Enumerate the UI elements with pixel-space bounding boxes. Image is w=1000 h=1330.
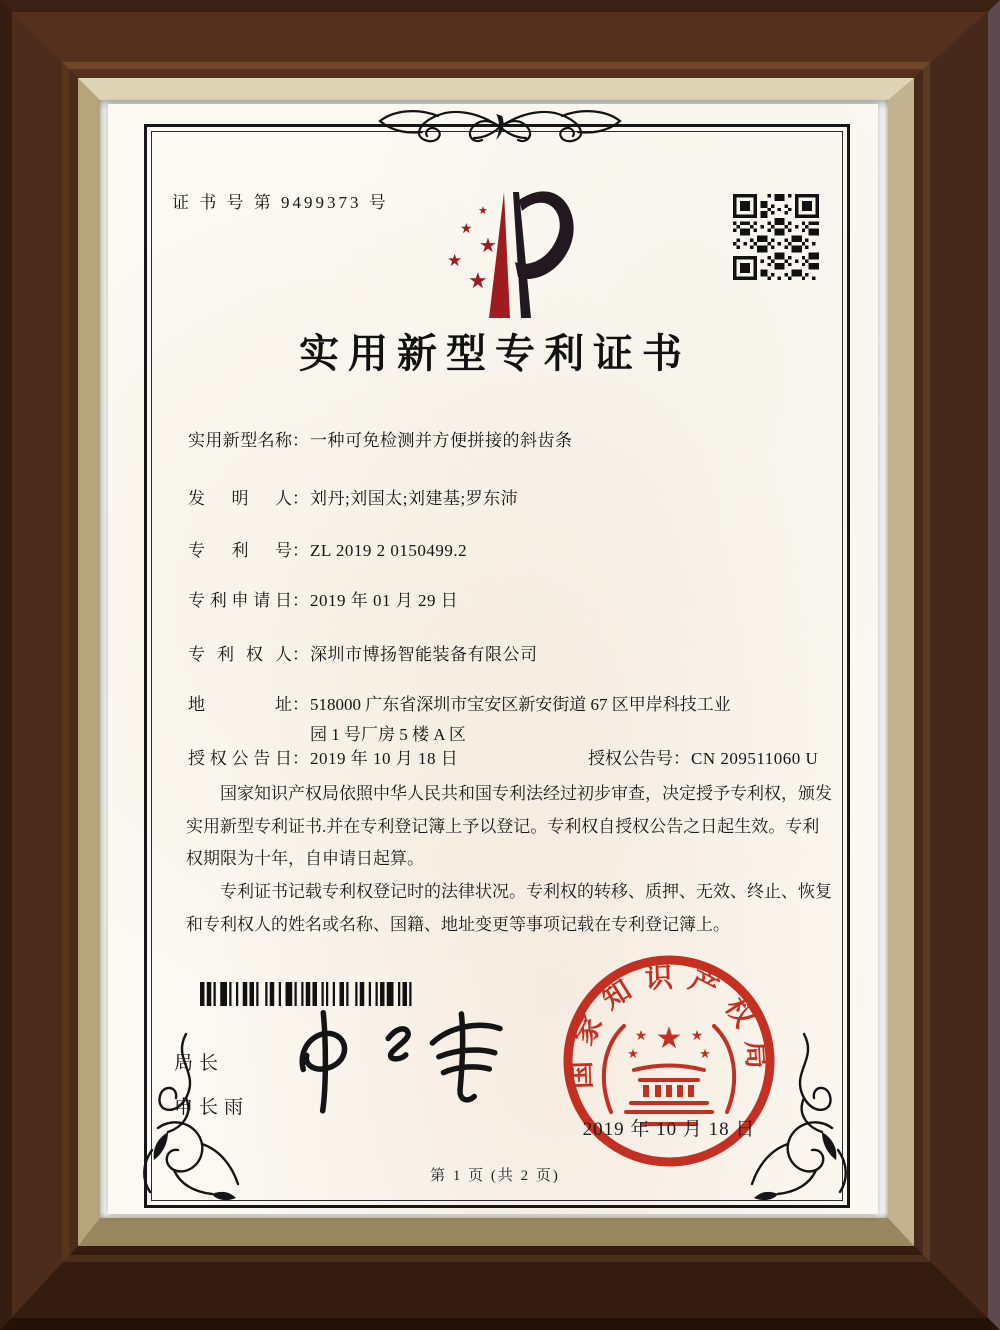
- top-scroll-ornament-icon: [350, 104, 650, 150]
- field-value: 一种可免检测并方便拼接的斜齿条: [310, 431, 573, 450]
- field-label: 专利申请日: [188, 591, 292, 610]
- field-label: 实用新型名称: [188, 431, 292, 450]
- field-colon: ：: [292, 695, 309, 714]
- logo-star-icon: ★: [468, 268, 488, 293]
- field-row-filing-date: [188, 586, 458, 611]
- logo-star-icon: ★: [479, 235, 497, 257]
- field-colon: ：: [292, 749, 309, 768]
- qr-code: [733, 192, 819, 282]
- commissioner-name: 申长雨: [174, 1097, 250, 1118]
- legal-paragraph-2: 专利证书记载专利权登记时的法律状况。专利权的转移、质押、无效、终止、恢复和专利权人的姓名或名称、国籍、地址变更等事项记载在专利登记簿上。: [186, 881, 832, 934]
- field-value: [310, 690, 750, 750]
- field-label: 专利号: [188, 541, 292, 560]
- logo-star-icon: ★: [447, 251, 463, 270]
- seal-date: 2019 年 10 月 18 日: [582, 1119, 756, 1140]
- certificate-paper: [108, 104, 878, 1214]
- certificate-title: 实用新型专利证书: [299, 331, 691, 376]
- address-line-2: 园 1 号厂房 5 楼 A 区: [310, 724, 466, 744]
- svg-text:★: ★: [655, 1022, 683, 1055]
- logo-star-icon: ★: [478, 205, 488, 217]
- field-value: 2019 年 01 月 29 日: [310, 591, 459, 610]
- address-line-1: 518000 广东省深圳市宝安区新安街道 67 区甲岸科技工业: [310, 695, 731, 714]
- field-colon: ：: [292, 645, 309, 664]
- field-label: 专利权人: [188, 645, 292, 664]
- handwritten-signature: [281, 998, 525, 1124]
- field-colon: ：: [292, 541, 309, 560]
- field-colon: ：: [292, 489, 309, 508]
- field-row-address: [188, 690, 750, 750]
- logo-star-icon: ★: [460, 222, 473, 237]
- field-row-patentee: [188, 640, 538, 665]
- field-label: 授权公告日: [188, 749, 292, 768]
- field-row-patent-number: [188, 536, 467, 561]
- field-row-utility-model-name: [188, 426, 573, 451]
- field-row-grant: [188, 744, 819, 769]
- field-colon: ：: [673, 749, 690, 768]
- ornament-center-leaf: [496, 114, 504, 140]
- svg-text:★: ★: [634, 1029, 648, 1044]
- field-colon: ：: [292, 431, 309, 450]
- legal-text: [186, 778, 834, 941]
- seal-national-emblem-icon: [604, 1022, 734, 1124]
- svg-text:★: ★: [699, 1046, 711, 1061]
- field-label: 授权公告号: [588, 749, 673, 768]
- svg-text:★: ★: [690, 1029, 704, 1044]
- field-label: 地址: [188, 695, 292, 714]
- field-value: 刘丹;刘国太;刘建基;罗东沛: [310, 489, 519, 508]
- seal-ring-text: 国家知识产权局: [565, 962, 773, 1090]
- field-label: 发明人: [188, 489, 292, 508]
- commissioner-title: 局长: [174, 1053, 225, 1074]
- page-footer: 第 1 页 (共 2 页): [430, 1168, 560, 1184]
- cnipa-logo-icon: [430, 178, 580, 326]
- field-value: ZL 2019 2 0150499.2: [310, 541, 468, 560]
- logo-p-bowl: [515, 191, 574, 279]
- certificate-number: 证 书 号 第 9499373 号: [172, 193, 389, 212]
- legal-paragraph-1: 国家知识产权局依照中华人民共和国专利法经过初步审查，决定授予专利权，颁发实用新型专利证书.并在专利登记簿上予以登记。专利权自授权公告之日起生效。专利权期限为十年，自申请日起算。: [186, 784, 832, 869]
- field-row-inventors: [188, 484, 518, 509]
- field-pair-grant-number: [588, 744, 818, 769]
- field-colon: ：: [292, 591, 309, 610]
- field-value: CN 209511060 U: [691, 749, 819, 768]
- svg-text:★: ★: [627, 1046, 639, 1061]
- field-value: 深圳市博扬智能装备有限公司: [310, 645, 538, 664]
- field-value: 2019 年 10 月 18 日: [310, 749, 459, 768]
